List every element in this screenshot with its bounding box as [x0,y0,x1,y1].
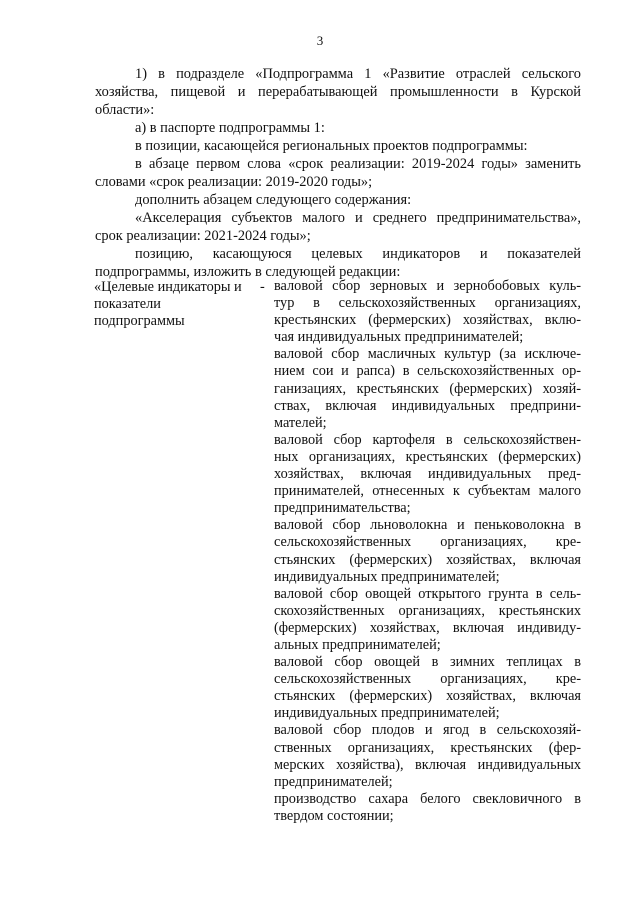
text-line: а) в паспорте подпрограммы 1: [135,120,325,136]
table-label-line: показатели [94,296,161,312]
text-line: срок реализации: 2021-2024 годы»; [95,228,311,244]
indicator-item [274,791,581,825]
indicator-line: ганизациях, крестьянских (фермерских) хозяй- [274,380,581,397]
indicator-item [274,432,581,517]
indicator-line: валовой сбор овощей открытого грунта в сель- [274,585,581,602]
indicator-line: ствах, включая индивидуальных предприни- [274,397,581,414]
indicator-line: альных предпринимателей; [274,636,441,653]
indicator-line: валовой сбор зерновых и зернобобовых куль- [274,278,581,294]
table-label-line: «Целевые индикаторы и [94,279,242,295]
text-line: в абзаце первом слова «срок реализации: 2019-2024 годы» заменить [135,156,581,172]
indicator-line: мателей; [274,414,327,431]
indicator-line: крестьянских (фермерских) хозяйствах, вклю- [274,312,581,329]
indicator-line: стьянских (фермерских) хозяйствах, включая [274,551,581,568]
indicator-line: (фермерских) хозяйствах, включая индивиду- [274,619,581,636]
page-number: 3 [316,33,324,48]
table-dash: - [260,279,265,295]
indicator-line: предпринимателей; [274,773,393,790]
text-line: дополнить абзацем следующего содержания: [135,192,412,208]
indicator-line: мерских хозяйства), включая индивидуальных [274,756,581,773]
indicator-line: валовой сбор овощей в зимних теплицах в [274,654,581,671]
indicator-line: хозяйствах, включая индивидуальных пред- [274,466,581,483]
indicator-line: валовой сбор масличных культур (за исключе- [274,346,581,363]
table-label-line: подпрограммы [94,313,185,329]
indicators-list [274,278,581,825]
indicator-item [274,346,581,431]
text-line: хозяйства, пищевой и перерабатывающей промышленности в Курской [95,84,581,100]
indicator-line: чая индивидуальных предпринимателей; [274,329,524,346]
text-line: словами «срок реализации: 2019-2020 годы»; [95,174,373,190]
indicator-line: индивидуальных предпринимателей; [274,705,500,722]
indicator-line: твердом состоянии; [274,807,394,824]
indicator-line: сельскохозяйственных организациях, кре- [274,534,581,551]
indicator-line: предпринимательства; [274,500,411,517]
indicator-line: стьянских (фермерских) хозяйствах, включая [274,688,581,705]
indicator-item [274,278,581,346]
indicator-line: производство сахара белого свекловичного в [274,790,581,807]
indicator-line: скохозяйственных организациях, крестьянских [274,602,581,619]
indicator-line: индивидуальных предпринимателей; [274,568,500,585]
text-line: области»: [95,102,155,118]
indicator-line: нием сои и рапса) в сельскохозяйственных ор- [274,363,581,380]
indicator-item [274,654,581,722]
text-line: «Акселерация субъектов малого и среднего предпринимательства», [135,210,581,226]
indicator-item [274,586,581,654]
indicator-line: ных организациях, крестьянских (фермерских) [274,448,581,465]
indicator-item [274,517,581,585]
indicator-line: тур в сельскохозяйственных организациях, [274,295,581,312]
text-line: 1) в подразделе «Подпрограмма 1 «Развитие отраслей сельского [135,66,581,82]
indicator-line: ственных организациях, крестьянских (фер- [274,739,581,756]
text-line: в позиции, касающейся региональных проектов подпрограммы: [135,138,528,154]
indicator-line: валовой сбор плодов и ягод в сельскохозяй- [274,722,581,739]
text-line: подпрограммы, изложить в следующей редакции: [95,264,401,280]
indicator-line: сельскохозяйственных организациях, кре- [274,671,581,688]
indicator-line: валовой сбор льноволокна и пеньковолокна в [274,517,581,534]
indicator-item [274,722,581,790]
indicator-line: принимателей, отнесенных к субъектам малого [274,483,581,500]
text-line: позицию, касающуюся целевых индикаторов и показателей [135,246,581,262]
indicator-line: валовой сбор картофеля в сельскохозяйствен- [274,431,581,448]
